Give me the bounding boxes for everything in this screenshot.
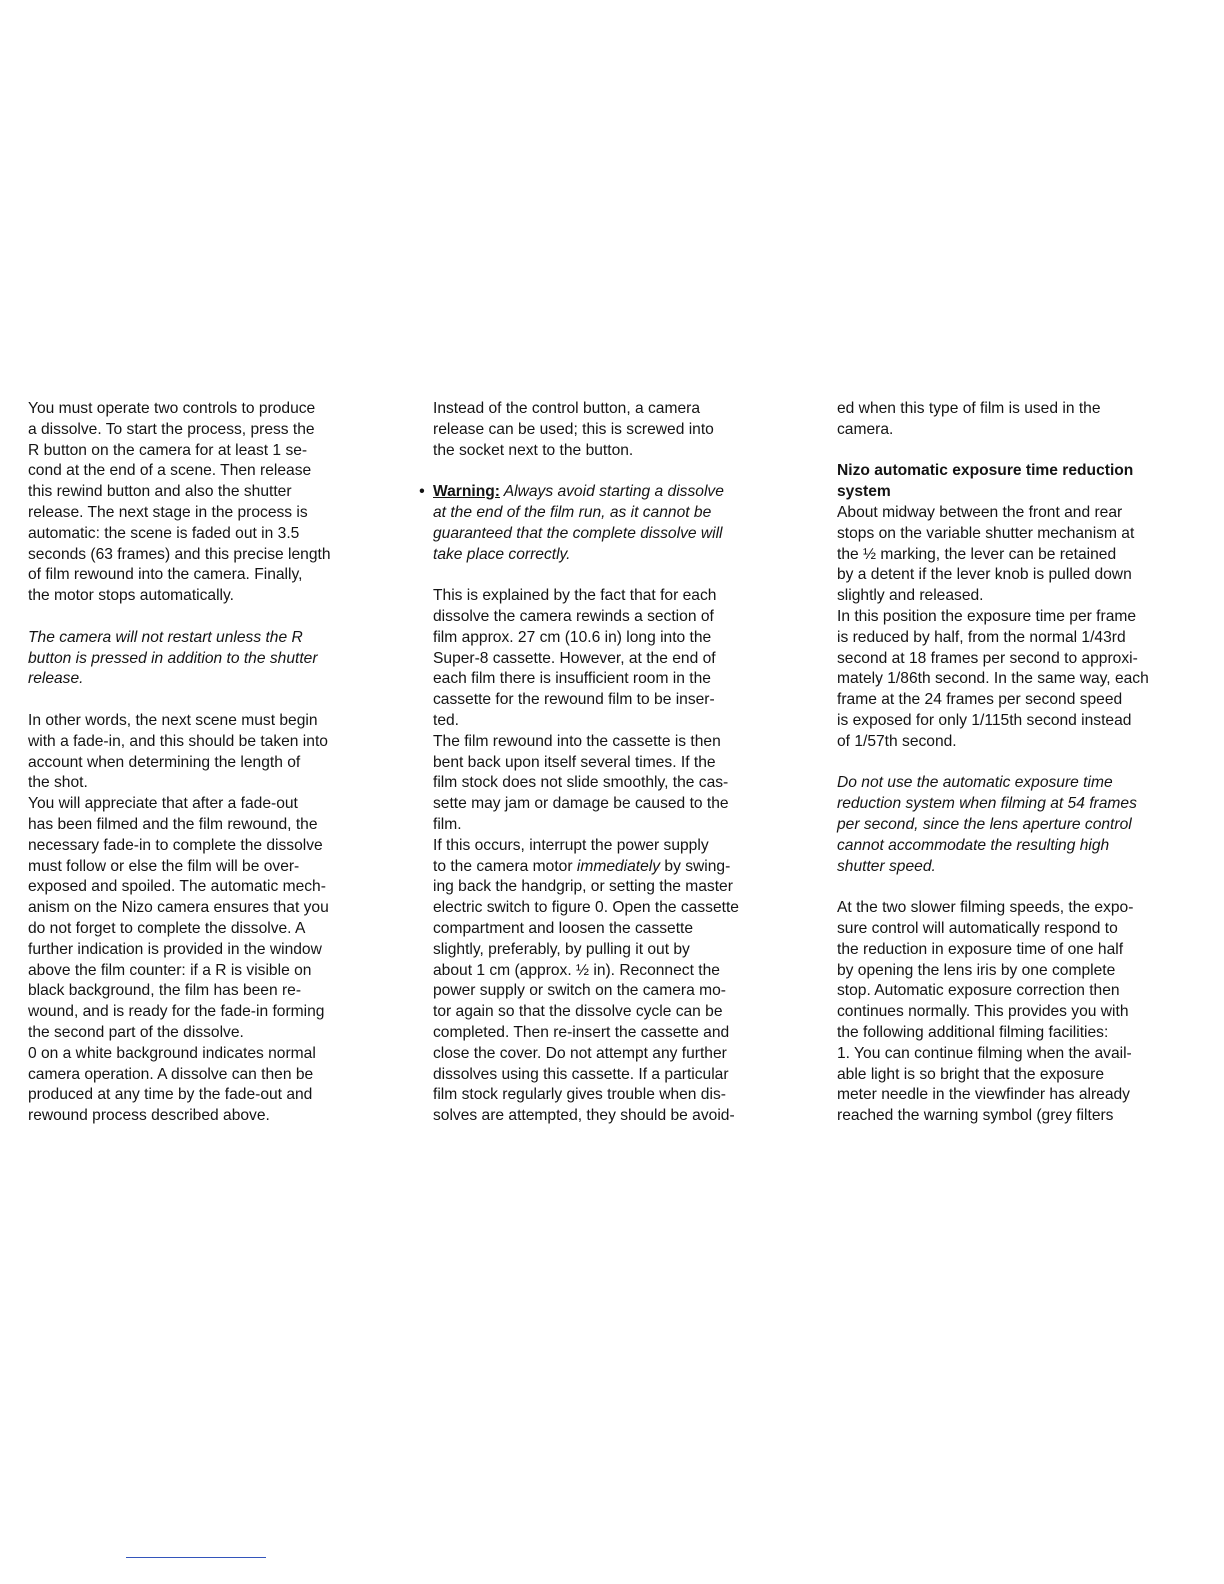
emphasis-immediately: immediately: [576, 857, 661, 875]
jam-recovery-paragraph: [433, 836, 803, 1127]
exposure-reduction-paragraph: About midway between the front and rear stops on the variable shutter mechanism at the ½ marking, the lever can be retained by a detent if the lever knob is pulled down slightly and released. In this position the exposure time per frame is reduced by half, from the normal 1/43rd second at 18 frames per second to approxi- mately 1/86th second. In the same way, each frame at the 24 frames per second speed is exposed for only 1/115th second instead of 1/57th second.: [837, 503, 1149, 750]
camera-release-paragraph: Instead of the control button, a camera release can be used; this is screwed into the socket next to the button.: [433, 400, 714, 459]
section-heading: Nizo automatic exposure time reduction system: [837, 462, 1134, 501]
slower-speeds-paragraph: At the two slower filming speeds, the expo- sure control will automatically respond to the reduction in exposure time of one half by opening the lens iris by one complete stop. Automatic exposure correction then continues normally. This provides you with the following additional filming facilities: 1. You can continue filming when the avail- able light is so bright that the exposure meter needle in the viewfinder has already reached the warning symbol (grey filters: [837, 899, 1134, 1125]
jam-recovery-text-b: by swing- ing back the handgrip, or setting the master electric switch to figure 0. Open the cassette compartment and loosen the cassette slightly, preferably, by pulling it out by about 1 cm (approx. ½ in). Reconnect the power supply or switch on the camera mo- tor again so that the dissolve cycle can be completed. Then re-insert the cassette and close the cover. Do not attempt any further dissolves using this cassette. If a particular film stock regularly gives trouble when dis- solves are attempted, they should be avoid-: [433, 857, 739, 1125]
restart-note: The camera will not restart unless the R button is pressed in addition to the shutter release.: [28, 628, 318, 688]
bullet-icon: •: [419, 483, 425, 501]
fade-in-paragraph: In other words, the next scene must begin with a fade-in, and this should be taken into account when determining the length of the shot. You will appreciate that after a fade-out has been filmed and the film rewound, the necessary fade-in to complete the dissolve must follow or else the film will be over- exposed and spoiled. The automatic mech- anism on the Nizo camera ensures that you do not forget to complete the dissolve. A further indication is provided in the window above the film counter: if a R is visible on black background, the film has been re- wound, and is ready for the fade-in forming the second part of the dissolve. 0 on a white background indicates normal camera operation. A dissolve can then be produced at any time by the fade-out and rewound process described above.: [28, 711, 329, 1125]
text-column-left: [28, 399, 398, 1127]
footnote-rule: [126, 1557, 266, 1558]
high-speed-note: Do not use the automatic exposure time reduction system when filming at 54 frames per second, since the lens aperture control cannot accommodate the resulting high shutter speed.: [837, 774, 1137, 875]
dissolve-procedure-paragraph: You must operate two controls to produce a dissolve. To start the process, press the R button on the camera for at least 1 se- cond at the end of a scene. Then release this rewind button and also the shutter release. The next stage in the process is automatic: the scene is faded out in 3.5 seconds (63 frames) and this precise length of film rewound into the camera. Finally, the motor stops automatically.: [28, 400, 331, 605]
text-column-right: [837, 399, 1207, 1127]
warning-label: Warning:: [433, 483, 500, 501]
warning-note: [419, 482, 803, 565]
rewind-explanation-paragraph: This is explained by the fact that for each dissolve the camera rewinds a section of film approx. 27 cm (10.6 in) long into the Super-8 cassette. However, at the end of each film there is insufficient room in the cassette for the rewound film to be inser- ted. The film rewound into the cassette is then bent back upon itself several times. If the film stock does not slide smoothly, the cas- sette may jam or damage be caused to the film.: [433, 587, 729, 833]
continuation-paragraph: ed when this type of film is used in the camera.: [837, 400, 1101, 438]
jam-recovery-text-a: If this occurs, interrupt the power supply to the camera motor: [433, 836, 709, 875]
warning-text: Always avoid starting a dissolve at the end of the film run, as it cannot be guaranteed that the complete dissolve will take place correctly.: [433, 483, 724, 563]
text-column-middle: [419, 399, 803, 1127]
